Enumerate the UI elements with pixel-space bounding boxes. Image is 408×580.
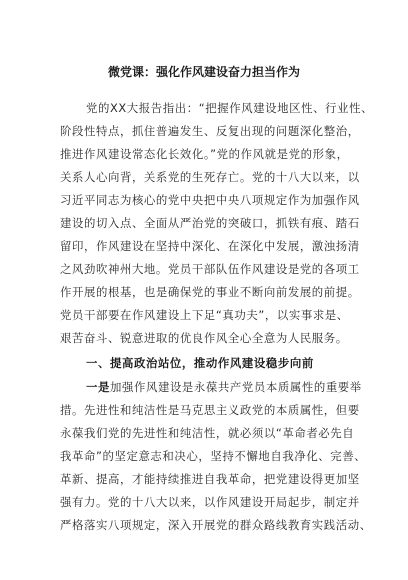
section-first-text: 加强作风建设是永葆共产党员本质属性的重要举 — [109, 380, 362, 394]
section-first-line — [86, 380, 362, 394]
paragraph-line: 推进作风建设常态化长效化。”党的作风就是党的形象， — [60, 147, 349, 161]
paragraph-line: 艰苦奋斗、锐意进取的优良作风全心全意为人民服务。 — [60, 331, 348, 345]
paragraph-line: 习近平同志为核心的党中央把中央八项规定作为加强作风 — [60, 193, 360, 207]
section-line: 措。先进性和纯洁性是马克思主义政党的本质属性，但要 — [60, 403, 360, 417]
paragraph-line: 党员干部要在作风建设上下足“真功夫”，以实事求是、 — [60, 308, 349, 322]
paragraph-line: 党的XX大报告指出：“把握作风建设地区性、行业性、 — [86, 101, 374, 115]
section-heading: 一、提高政治站位，推动作风建设稳步向前 — [86, 356, 314, 370]
section-line: 革新、提高，才能持续推进自我革命，把党建设得更加坚 — [60, 472, 360, 486]
section-line: 我革命”的坚定意志和决心，坚持不懈地自我净化、完善、 — [60, 449, 367, 463]
paragraph-line: 留印，作风建设在坚持中深化、在深化中发展，激浊扬清 — [60, 239, 360, 253]
section-line: 永葆我们党的先进性和纯洁性，就必须以“革命者必先自 — [60, 426, 355, 440]
paragraph-line: 建设的切入点、全面从严治党的突破口，抓铁有痕、踏石 — [60, 216, 360, 230]
paragraph-line: 之风劲吹神州大地。党员干部队伍作风建设是党的各项工 — [60, 262, 360, 276]
section-line: 强有力。党的十八大以来，以作风建设开局起步，制定并 — [60, 495, 360, 509]
paragraph-line: 关系人心向背，关系党的生死存亡。党的十八大以来，以 — [60, 170, 360, 184]
section-line: 严格落实八项规定，深入开展党的群众路线教育实践活动、 — [60, 518, 372, 532]
section-lead: 一是 — [86, 380, 110, 394]
document-title: 微党课：强化作风建设奋力担当作为 — [107, 65, 300, 79]
paragraph-line: 阶段性特点，抓住普遍发生、反复出现的问题深化整治， — [60, 124, 360, 138]
paragraph-line: 作开展的根基，也是确保党的事业不断向前发展的前提。 — [60, 285, 360, 299]
